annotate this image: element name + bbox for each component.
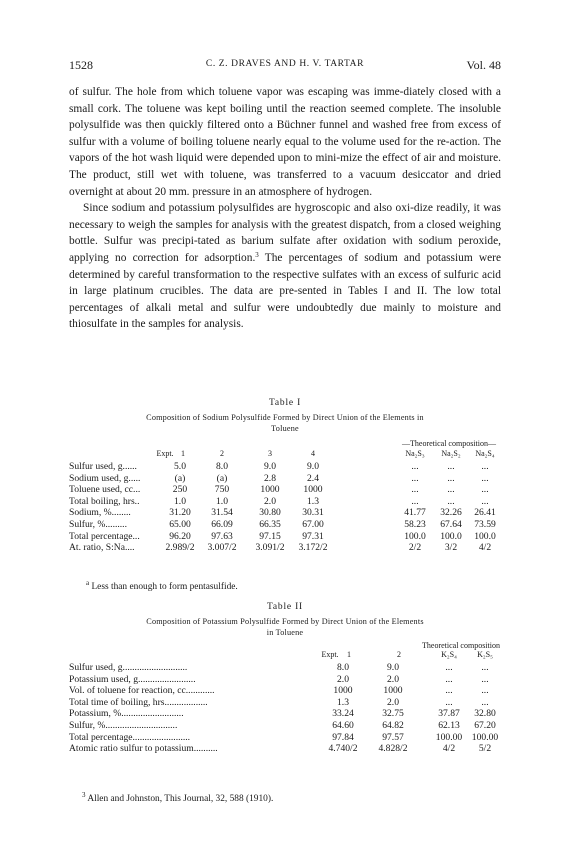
table2-cell-theoretical-1: ... [445,685,453,697]
table1-cell-expt-1: 31.20 [169,507,191,519]
table2-cell-expt-1: 64.60 [332,719,354,731]
table2-cell-theoretical-2: 100.00 [471,731,499,743]
table1-cell-expt-3: 66.35 [259,518,281,530]
table1-row-label: Sulfur, %......... [69,518,127,530]
table1-cell-expt-2: (a) [216,472,228,484]
table2-row [69,720,501,732]
table2-cell-expt-2: 32.75 [382,708,404,720]
table1-row [69,531,501,543]
table1-footnote-text: Less than enough to form pentasulfide. [89,582,238,592]
table1-cell-expt-1: (a) [174,472,186,484]
paragraph-procedure: of sulfur. The hole from which toluene vapor was escaping was imme-diately closed with a small cork. The toluene was kept boiling until the reaction seemed complete. The insoluble polysulfide was then quickly filtered onto a Büchner funnel and washed free from excess of sulfur with a volume of boiling toluene nearly equal to the volume used for the re-action. The vapors of the hot wash liquid were depended upon to mini-mize the effect of air and moisture. The product, still wet with toluene, was transferred to a vacuum desiccator and dried overnight at about 20 mm. pressure in an atmosphere of hydrogen. [69,86,501,198]
table1-cell-theoretical-3: 26.41 [474,507,496,519]
table2-row [69,662,501,674]
running-header [69,58,501,74]
table1-body [69,461,501,554]
table1-row-label: At. ratio, S:Na.... [69,542,135,554]
table1-cell-expt-3: 1000 [260,484,280,496]
table1-theo-col-1: Na₂S₃ [405,449,425,458]
table1-cell-theoretical-2: 67.64 [440,518,462,530]
table1-cell-expt-2: 3.007/2 [207,542,237,554]
table1-cell-theoretical-3: ... [481,461,489,472]
table1-cell-theoretical-2: ... [447,484,455,496]
table1-cell-expt-1: 2.989/2 [165,542,195,554]
table2-cell-theoretical-2: 5/2 [478,743,492,755]
table1-cell-theoretical-1: 41.77 [404,507,426,519]
table2-theo-header-row [69,641,501,650]
table2-cell-expt-2: 2.0 [387,673,399,685]
table2-cell-theoretical-2: 67.20 [474,719,496,731]
table2-cell-expt-1: 4.740/2 [328,743,358,755]
table1-cell-expt-3: 2.0 [264,495,276,507]
table1-label: Table I [268,398,302,408]
table2-caption-line2: in Toluene [266,628,304,637]
volume-label: Vol. 48 [466,58,501,72]
table2-row-label: Sulfur, %.............................. [69,719,178,731]
table1-footnote [86,579,238,592]
table1-cell-theoretical-1: 100.0 [404,530,426,542]
table1-row-label: Sulfur used, g...... [69,461,137,472]
table2-cell-theoretical-1: 100.00 [435,731,463,743]
table1-row [69,461,501,473]
table2-row-label: Potassium, %.......................... [69,708,184,720]
table1-cell-expt-2: 31.54 [211,507,233,519]
table1-caption [69,412,501,434]
table2-cell-theoretical-1: 62.13 [438,719,460,731]
table1-caption-line2: Toluene [271,424,299,433]
table1-col-1: 1 [181,449,185,458]
table1-cell-expt-4: 67.00 [302,518,324,530]
table2-expt-label: Expt. [321,650,339,659]
table2-cell-expt-1: 97.84 [332,731,354,743]
running-head-authors: C. Z. DRAVES AND H. V. TARTAR [205,59,365,69]
table1-col-header-row [69,449,501,461]
table2-body [69,662,501,755]
table1-expt-label: Expt. [156,449,174,458]
table2-col-1: 1 [347,650,351,659]
table2-col-header-row [69,650,501,662]
table1-cell-theoretical-3: ... [481,484,489,496]
table1-row-label: Total boiling, hrs.. [69,495,140,507]
table1-cell-theoretical-3: 100.0 [474,530,496,542]
table2-row [69,743,501,755]
table2-cell-theoretical-1: 4/2 [442,743,456,755]
table1-cell-theoretical-2: ... [447,495,455,507]
table2-cell-theoretical-1: 37.87 [438,708,460,720]
table1-cell-theoretical-1: ... [411,461,419,472]
table1-cell-expt-2: 750 [214,484,230,496]
table1-cell-expt-1: 5.0 [174,461,186,472]
table2-cell-expt-2: 97.57 [382,731,404,743]
table1-col-4: 4 [311,449,315,458]
page-number: 1528 [69,58,93,72]
table1-cell-theoretical-1: ... [411,472,419,484]
table1-cell-expt-4: 1000 [303,484,323,496]
table1-cell-expt-1: 250 [172,484,188,496]
table2-theo-col-1: K₂S₄ [441,650,457,659]
table2-cell-theoretical-1: ... [445,696,453,708]
table1-theo-header-row [69,439,501,449]
footnote-3-text: Allen and Johnston, This Journal, 32, 588 (1910). [85,794,274,804]
table1-cell-expt-4: 3.172/2 [298,542,328,554]
table2-cell-theoretical-2: ... [481,696,489,708]
table2-cell-theoretical-2: ... [481,673,489,685]
table2-row-label: Atomic ratio sulfur to potassium.......... [69,743,218,755]
table2-row [69,685,501,697]
table2-row-label: Sulfur used, g........................... [69,662,188,673]
table1-cell-expt-2: 97.63 [211,530,233,542]
table2-cell-expt-2: 1000 [383,685,403,697]
table1-row [69,496,501,508]
table1-cell-theoretical-3: ... [481,472,489,484]
table1-cell-expt-2: 1.0 [216,495,228,507]
table2-row-label: Vol. of toluene for reaction, cc............ [69,685,215,697]
table1-col-2: 2 [220,449,224,458]
table2-row [69,697,501,709]
paragraph-analysis-part1: Since sodium and potassium polysulfides are hygroscopic and also oxi-dize readily, it was necessary to weigh the samples for analysis with the greatest dispatch, from a closed weighing bottle. Sulfur was precipi-tated as barium sulfate after oxidation with sodium peroxide, applying no correction for adsorption. [69,202,501,264]
table2-cell-expt-2: 4.828/2 [378,743,408,755]
table1-footnote-mark: a [86,579,90,587]
table1-cell-theoretical-3: ... [481,495,489,507]
table2-theo-col-2: K₂S₅ [477,650,493,659]
table1-cell-expt-3: 3.091/2 [255,542,285,554]
table1-cell-expt-2: 8.0 [216,461,228,472]
table1-caption-line1: Composition of Sodium Polysulfide Formed by Direct Union of the Elements in [146,413,424,422]
table1-row [69,507,501,519]
table1-row-label: Sodium, %........ [69,507,131,519]
table1-row [69,519,501,531]
table2-cell-theoretical-2: 32.80 [474,708,496,720]
table2-row [69,674,501,686]
paragraph-analysis [69,200,501,333]
table1-cell-theoretical-1: 58.23 [404,518,426,530]
table2-cell-expt-1: 1.3 [337,696,349,708]
table1-cell-expt-3: 97.15 [259,530,281,542]
table1-theo-header: —Theoretical composition— [402,439,496,448]
table2-caption-line1: Composition of Potassium Polysulfide Formed by Direct Union of the Elements [146,617,424,626]
table1-row-label: Total percentage... [69,530,140,542]
table1-cell-theoretical-3: 73.59 [474,518,496,530]
table2-label: Table II [266,602,304,612]
table2-cell-expt-1: 8.0 [337,662,349,673]
footnote-3-mark: 3 [82,791,86,799]
table1-row [69,542,501,554]
table1-cell-theoretical-2: ... [447,472,455,484]
table1-cell-theoretical-2: 3/2 [444,542,458,554]
table1-cell-theoretical-3: 4/2 [478,542,492,554]
table1-row-label: Toluene used, cc... [69,484,141,496]
table2-cell-expt-1: 1000 [333,685,353,697]
table1-cell-expt-4: 9.0 [307,461,319,472]
table1-cell-expt-3: 2.8 [264,472,276,484]
table2-row-label: Potassium used, g........................ [69,673,196,685]
table2-theo-header: Theoretical composition [422,641,500,650]
table1-cell-theoretical-2: ... [447,461,455,472]
table1-row [69,473,501,485]
table1-cell-theoretical-1: 2/2 [408,542,422,554]
table2 [69,641,501,755]
table2-caption [69,616,501,638]
table2-cell-expt-2: 64.82 [382,719,404,731]
footnote-3 [82,791,274,804]
table1-cell-expt-1: 1.0 [174,495,186,507]
table1-cell-expt-1: 96.20 [169,530,191,542]
table2-col-2: 2 [397,650,401,659]
table2-row-label: Total time of boiling, hrs.................. [69,696,208,708]
table2-cell-theoretical-1: ... [445,673,453,685]
body-text [69,84,501,333]
table2-cell-expt-1: 2.0 [337,673,349,685]
table1 [69,439,501,554]
table1-row-label: Sodium used, g..... [69,472,141,484]
table1-cell-theoretical-2: 100.0 [440,530,462,542]
table1-cell-expt-1: 65.00 [169,518,191,530]
table1-cell-theoretical-1: ... [411,484,419,496]
paragraph-analysis-part2: The percentages of sodium and potassium were determined by careful transformation to the respective sulfates with an excess of sulfuric acid in large platinum crucibles. The data are pre-sented in Tables I and II. The low total percentages of alkali metal and sulfur were undoubtedly due mainly to moisture and thiosulfate in the samples for analysis. [69,251,502,331]
table2-row [69,732,501,744]
table2-row-label: Total percentage........................ [69,731,191,743]
table2-cell-expt-1: 33.24 [332,708,354,720]
table1-theo-col-3: Na₂S₄ [475,449,495,458]
table1-cell-theoretical-1: ... [411,495,419,507]
table1-cell-expt-4: 97.31 [302,530,324,542]
table1-cell-expt-3: 9.0 [264,461,276,472]
footnote-ref-3: 3 [255,250,259,259]
table1-col-3: 3 [268,449,272,458]
table2-cell-theoretical-2: ... [481,662,489,673]
table2-cell-expt-2: 9.0 [387,662,399,673]
table1-row [69,484,501,496]
table1-cell-expt-4: 1.3 [307,495,319,507]
table1-cell-theoretical-2: 32.26 [440,507,462,519]
table1-theo-col-2: Na₂S₂ [441,449,461,458]
table1-cell-expt-4: 30.31 [302,507,324,519]
table1-cell-expt-3: 30.80 [259,507,281,519]
table2-cell-theoretical-2: ... [481,685,489,697]
table2-row [69,708,501,720]
table2-cell-theoretical-1: ... [445,662,453,673]
table1-cell-expt-4: 2.4 [307,472,319,484]
table1-cell-expt-2: 66.09 [211,518,233,530]
table2-cell-expt-2: 2.0 [387,696,399,708]
